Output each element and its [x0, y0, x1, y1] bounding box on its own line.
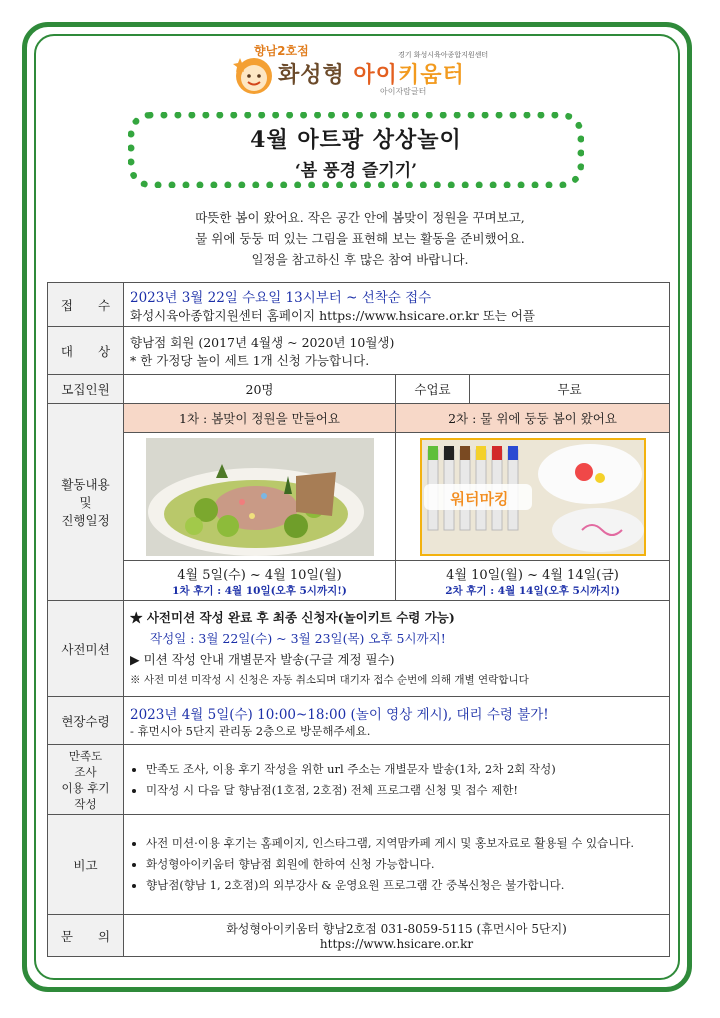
target-line2: * 한 가정당 놀이 세트 1개 신청 가능합니다. [130, 352, 370, 368]
notes-content [124, 815, 670, 915]
pickup-line2: - 휴먼시아 5단지 관리동 2층으로 방문해주세요. [130, 723, 371, 738]
reception-content [124, 283, 670, 327]
intro-text [60, 207, 660, 270]
recruit-label: 모집인원 [48, 375, 124, 404]
intro-line: 따뜻한 봄이 왔어요. 작은 공간 안에 봄맞이 정원을 꾸며보고, [195, 210, 525, 225]
activity-label-line: 및 [79, 495, 92, 510]
markers-photo-label: 워터마킹 [450, 489, 509, 508]
title-box [128, 112, 584, 188]
table-row-mission [48, 601, 670, 697]
target-line1: 향남점 회원 (2017년 4월생 ~ 2020년 10월생) [130, 334, 395, 350]
notes-item: • 화성형아이키움터 향남점 회원에 한하여 신청 가능합니다. [146, 855, 663, 874]
mission-label: 사전미션 [48, 601, 124, 697]
reception-label: 접 수 [48, 283, 124, 327]
session1-schedule [124, 561, 396, 601]
activity-label-line: 활동내용 [61, 477, 110, 492]
contact-url[interactable]: https://www.hsicare.or.kr [319, 937, 474, 951]
pickup-line1 [130, 703, 663, 723]
session1-photo-cell [124, 433, 396, 561]
session2-title: 2차 : 물 위에 둥둥 봄이 왔어요 [396, 404, 670, 433]
garden-photo-image [146, 438, 374, 556]
recruit-count: 20명 [124, 375, 396, 404]
contact-label: 문 의 [48, 915, 124, 957]
markers-photo [420, 438, 646, 556]
survey-label-line: 조사 [74, 764, 97, 779]
notes-item: • 향남점(향남 1, 2호점)의 외부강사 & 운영요원 프로그램 간 중복신청은 불가합니다. [146, 876, 663, 895]
contact-line1: 화성형아이키움터 향남2호점 031-8059-5115 (휴먼시아 5단지) [226, 922, 567, 936]
mission-line4: ※ 사전 미션 미작성 시 신청은 자동 취소되며 대기자 접수 순번에 의해 개별 연락합니다 [130, 673, 529, 686]
survey-content [124, 745, 670, 815]
session2-review: 2차 후기 : 4월 14일(오후 5시까지!) [445, 584, 620, 597]
session2-photo-cell [396, 433, 670, 561]
logo-sub: 아이자람글터 [380, 87, 427, 96]
table-row-notes [48, 815, 670, 915]
logo-main-a: 화성형 [278, 63, 354, 88]
session2-date: 4월 10일(월) ~ 4월 14일(금) [446, 567, 619, 583]
logo-main-c: 키움터 [397, 63, 465, 88]
pickup-label: 현장수령 [48, 697, 124, 745]
contact-content [124, 915, 670, 957]
survey-item: • 만족도 조사, 이용 후기 작성을 위한 url 주소는 개별문자 발송(1차, 2차 2회 작성) [146, 760, 663, 779]
table-row-recruit [48, 375, 670, 404]
target-content [124, 327, 670, 375]
table-row-activity-photos [48, 433, 670, 561]
notes-item: • 사전 미션·이용 후기는 홈페이지, 인스타그램, 지역맘카페 게시 및 홍보자료로 활용될 수 있습니다. [146, 834, 663, 853]
logo-org: 경기 화성시육아종합지원센터 [398, 51, 489, 59]
session1-title: 1차 : 봄맞이 정원을 만들어요 [124, 404, 396, 433]
survey-label-line: 작성 [74, 796, 97, 811]
session1-date: 4월 5일(수) ~ 4월 10일(월) [177, 567, 342, 583]
reception-line2: 화성시육아종합지원센터 홈페이지 https://www.hsicare.or.kr 또는 어플 [130, 307, 535, 323]
mission-line1: ★ 사전미션 작성 완료 후 최종 신청자(놀이키트 수령 가능) [130, 609, 455, 625]
logo-main [278, 58, 465, 89]
pickup-line1-text: 2023년 4월 5일(수) 10:00~18:00 (놀이 영상 게시), 대리 수령 불가! [130, 706, 549, 723]
table-row-activity-header [48, 404, 670, 433]
activity-label [48, 404, 124, 601]
mission-content [124, 601, 670, 697]
logo [232, 42, 492, 104]
pickup-content [124, 697, 670, 745]
table-row-activity-dates [48, 561, 670, 601]
table-row-target [48, 327, 670, 375]
survey-item: • 미작성 시 다음 달 향남점(1호점, 2호점) 전체 프로그램 신청 및 접수 제한! [146, 781, 663, 800]
session2-schedule [396, 561, 670, 601]
survey-label-line: 만족도 [68, 748, 103, 763]
survey-label [48, 745, 124, 815]
intro-line: 일정을 참고하신 후 많은 참여 바랍니다. [251, 252, 469, 267]
target-label: 대 상 [48, 327, 124, 375]
logo-main-b: 아이 [353, 63, 398, 88]
table-row-reception [48, 283, 670, 327]
survey-label-line: 이용 후기 [61, 780, 110, 795]
intro-line: 물 위에 둥둥 떠 있는 그림을 표현해 보는 활동을 준비했어요. [195, 231, 525, 246]
table-row-contact [48, 915, 670, 957]
info-table [47, 282, 670, 957]
page-subtitle: ‘봄 풍경 즐기기’ [294, 161, 418, 181]
table-row-pickup [48, 697, 670, 745]
garden-photo [146, 438, 374, 556]
notes-label: 비고 [48, 815, 124, 915]
mission-line3: ▶ 미션 작성 안내 개별문자 발송(구글 계정 필수) [130, 651, 395, 667]
table-row-survey [48, 745, 670, 815]
page-title: 4월 아트팡 상상놀이 [250, 127, 462, 153]
logo-branch: 향남2호점 [254, 44, 309, 58]
activity-label-line: 진행일정 [61, 513, 110, 528]
mission-line2: 작성일 : 3월 22일(수) ~ 3월 23일(목) 오후 5시까지! [150, 630, 446, 646]
reception-line1: 2023년 3월 22일 수요일 13시부터 ~ 선착순 접수 [130, 289, 432, 306]
fee-label: 수업료 [396, 375, 470, 404]
fee-value: 무료 [470, 375, 670, 404]
session1-review: 1차 후기 : 4월 10일(오후 5시까지!) [172, 584, 347, 597]
